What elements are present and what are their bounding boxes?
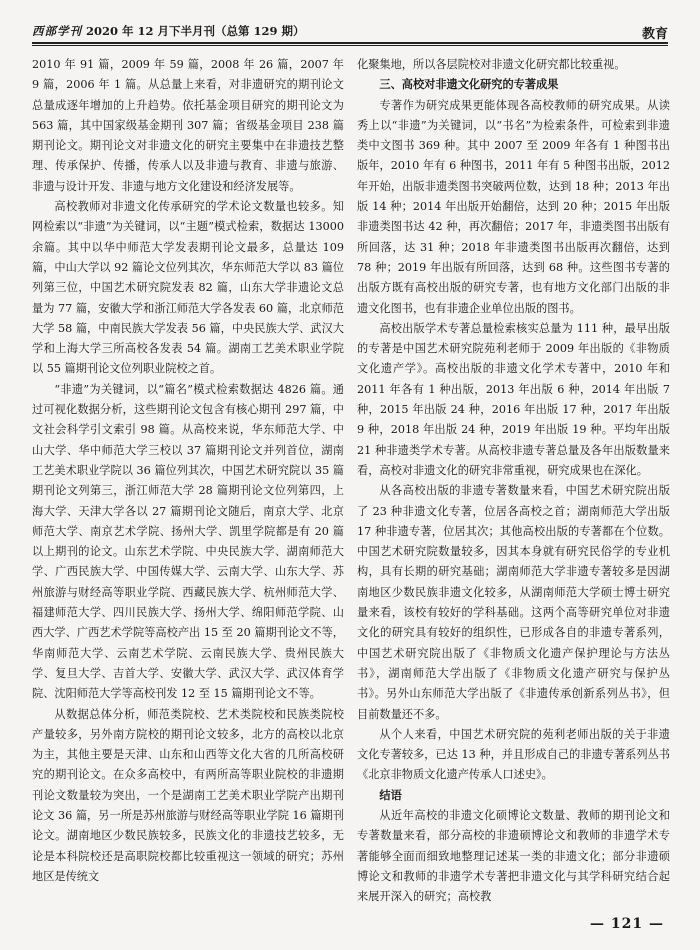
- journal-name: 西部学刊: [32, 24, 82, 38]
- section-heading: 三、高校对非遗文化研究的专著成果: [379, 78, 559, 92]
- running-header: [32, 20, 668, 42]
- paragraph: 化聚集地，所以各层院校对非遗文化研究都比较重视。: [357, 58, 626, 71]
- paragraph: “非遗”为关键词，以“篇名”模式检索数据达 4826 篇。通过可视化数据分析，这些期刊论文包含有核心期刊 297 篇，中文社会科学引文索引 98 篇。从高校来说，华东师范大学、中山大学、华中师范大学三校以 37 篇期刊论文并列首位，湖南工艺美术职业学院以 36 篇位列其次，中国艺术研究院以 35 篇期刊论文列第三，浙江师范大学 28 篇期刊论文位列第四，上海大学、天津大学各以 27 篇期刊论文随后，南京大学、北京师范大学、南京艺术学院、扬州大学、凯里学院都是有 20 篇以上期刊的论文。山东艺术学院、中央民族大学、湖南师范大学、广西民族大学、中国传媒大学、云南大学、山东大学、苏州旅游与财经高等职业学院、西藏民族大学、杭州师范大学、福建师范大学、四川民族大学、扬州大学、绵阳师范学院、山西大学、广西艺术学院等高校产出 15 至 20 篇期刊论文不等，华南师范大学、云南艺术学院、云南民族大学、贵州民族大学、复旦大学、吉首大学、安徽大学、武汉大学、武汉体育学院、沈阳师范大学等高校刊发 12 至 15 篇期刊论文不等。: [32, 382, 344, 701]
- paragraph: 2010 年 91 篇，2009 年 59 篇，2008 年 26 篇，2007 年 9 篇，2006 年 1 篇。从总量上来看，对非遗研究的期刊论文总量成逐年增加的上升趋势。依托基金项目研究的期刊论文为 563 篇，其中国家级基金期刊 307 篇；省级基金项目 238 篇期刊论文。期刊论文对非遗文化的研究主要集中在非遗技艺整理、传承保护、传播，传承人以及非遗与教育、非遗与旅游、非遗与设计开发、非遗与地方文化建设和经济发展等。: [32, 58, 344, 193]
- paragraph: 高校教师对非遗文化传承研究的学术论文数量也较多。知网检索以“非遗”为关键词，以“主题”模式检索，数据达 13000 余篇。其中以华中师范大学发表期刊论文最多，总量达 109 篇，中山大学以 92 篇论文位列其次，华东师范大学以 83 篇位列第三位，中国艺术研究院发表 82 篇，山东大学非遗论文总量为 77 篇，安徽大学和浙江师范大学各发表 60 篇，北京师范大学 58 篇，中南民族大学发表 56 篇，中央民族大学、武汉大学和上海大学三所高校各发表 54 篇。湖南工艺美术职业学院以 55 篇期刊论文位列职业院校之首。: [32, 200, 344, 376]
- paragraph: 专著作为研究成果更能体现各高校教师的研究成果。从读秀上以“非遗”为关键词，以“书名”为检索条件，可检索到非遗类中文图书 369 种。其中 2007 至 2009 年各有 1 种图书出版年，2010 年有 6 种图书，2011 年有 5 种图书出版，2012 年开始，出版非遗类图书突破两位数，达到 18 种；2013 年出版 14 种；2014 年出版开始翻倍，达到 20 种；2015 年出版非遗类图书达 42 种，再次翻倍；2017 年，非遗类图书出版有所回落，达 31 种；2018 年非遗类图书出版再次翻倍，达到 78 种；2019 年出版有所回落，达到 68 种。这些图书专著的出版方既有高校出版的研究专著，也有地方文化部门出版的非遗文化图书，也有非遗企业单位出版的图书。: [357, 98, 670, 315]
- issue-info: 2020 年 12 月下半月刊（总第 129 期）: [86, 24, 305, 38]
- paragraph: 从数据总体分析，师范类院校、艺术类院校和民族类院校产量较多，另外南方院校的期刊论文较多，北方的高校以北京为主，其他主要是天津、山东和山西等文化大省的几所高校研究的期刊论文。在众多高校中，有两所高等职业院校的非遗期刊论文数量较为突出，一个是湖南工艺美术职业学院产出期刊论文 36 篇，另一所是苏州旅游与财经高等职业学院 16 篇期刊论文。湖南地区少数民族较多，民族文化的非遗技艺较多，无论是本科院校还是高职院校都比较重视这一领域的研究；苏州地区是传统文: [32, 707, 344, 883]
- paragraph: 高校出版学术专著总量检索核实总量为 111 种，最早出版的专著是中国艺术研究院苑利老师于 2009 年出版的《非物质文化遗产学》。高校出版的非遗文化学术专著中，2010 年和 2011 年各有 1 种出版，2013 年出版 6 种，2014 年出版 7 种，2015 年出版 24 种，2016 年出版 17 种，2017 年出版 9 种，2018 年出版 24 种，2019 年出版 19 种。平均年出版 21 种非遗类学术专著。从高校非遗专著总量及各年出版数量来看，高校对非遗文化的研究非常重视，研究成果也在深化。: [357, 321, 670, 477]
- page-number: — 121 —: [590, 916, 664, 932]
- paragraph: 从各高校出版的非遗专著数量来看，中国艺术研究院出版了 23 种非遗文化专著，位居各高校之首；湖南师范大学出版 17 种非遗专著，位居其次；其他高校出版的专著都在个位数。中国艺术研究院数量较多，因其本身就有研究民俗学的专业机构，具有长期的研究基础；湖南师范大学非遗专著较多是因湖南地区少数民族非遗文化较多，从湖南师范大学硕士博士研究量来看，该校有较好的学科基础。这两个高等研究单位对非遗文化的研究具有较好的组织性，已形成各自的非遗专著系列，中国艺术研究院出版了《非物质文化遗产保护理论与方法丛书》，湖南师范大学出版了《非物质文化遗产研究与保护丛书》。另外山东师范大学出版了《非遗传承创新系列丛书》，但目前数量还不多。: [357, 484, 670, 721]
- paragraph: 从个人来看，中国艺术研究院的苑利老师出版的关于非遗文化专著较多，已达 13 种，并且形成自己的非遗专著系列丛书《北京非物质文化遗产传承人口述史》。: [357, 727, 670, 782]
- journal-info: [32, 23, 305, 39]
- section-heading: 结语: [379, 788, 402, 802]
- section-name: 教育: [641, 27, 668, 42]
- left-column: [32, 55, 344, 887]
- header-rule: [32, 42, 668, 44]
- header-rule-thin: [32, 45, 668, 46]
- paragraph: 从近年高校的非遗文化硕博论文数量、教师的期刊论文和专著数量来看，部分高校的非遗硕博论文和教师的非遗学术专著能够全面而细致地整理记述某一类的非遗文化；部分非遗硕博论文和教师的非遗学术专著把非遗文化与其学科研究结合起来展开深入的研究；高校教: [357, 808, 670, 904]
- right-column: [357, 55, 670, 907]
